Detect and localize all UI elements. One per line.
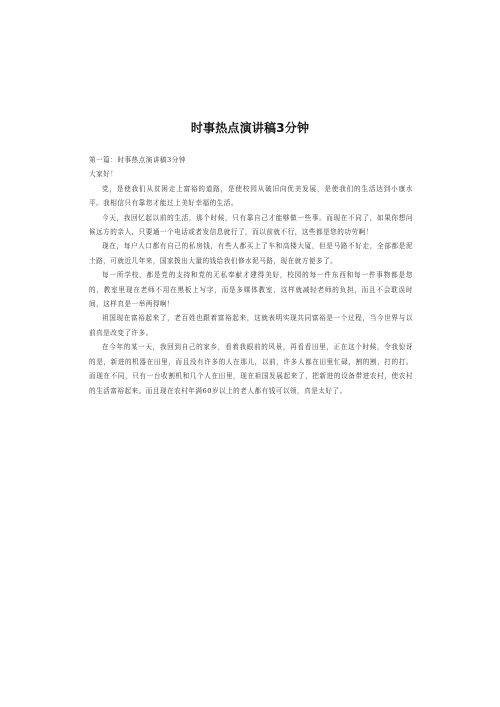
body-paragraph: 在今年的某一天，我回到自己的家乡，看着我眼前的风景，再看看田里，正在这个时候，令我惊讶的是，新进的机器在田里，而且没有许多的人在那儿，以前，许多人都在田里忙碌，割的割，打的打。而现在不同，只有一台收割机和几个人在田里，现在祖国发展起来了，把新进的设备带进农村，使农村的生活富裕起来。而且现在农村年满60岁以上的老人都有钱可以领，真是太好了。	[89, 343, 413, 395]
document-title: 时事热点演讲稿3分钟	[190, 121, 310, 135]
body-paragraph: 祖国现在富裕起来了，老百姓也跟着富裕起来，这就表明实现共同富裕是一个过程，当今世界与以前真是改变了许多。	[89, 314, 413, 337]
body-paragraph: 党，是使我们从贫困走上富裕的道路，是使校园从破旧向优美发展，是使我们的生活达到小康水平。我相信只有靠您才能过上美好幸福的生活。	[89, 184, 413, 208]
greeting-paragraph: 大家好！	[89, 170, 118, 179]
body-paragraph: 今天，我回忆起以前的生活，那个时候，只有靠自己才能够做一些事。而现在不同了，如果你想问候远方的亲人，只要通一个电话或者发信息就行了，而以前就不行，这些都是您的功劳啊！	[89, 213, 413, 237]
body-paragraph: 现在，每户人口都有自己的私房钱，有些人都买上了车和高楼大厦，但是马路不好走，全部都是泥土路，可就近几年来，国家拨出大量的钱给我们修水泥马路，现在就方便多了。	[89, 242, 413, 265]
body-paragraph: 每一所学校，都是党的支持和党的无私奉献才建得美好，校园的每一件东西和每一件事物都是您的，教室里现在老师不用在黑板上写字，而是多媒体教室，这样就减轻老师的负担，而且不会耽误时间，这样真是一举两得啊！	[89, 271, 413, 309]
document-body	[89, 153, 413, 398]
section-heading: 第一篇：时事热点演讲稿3分钟	[89, 156, 186, 164]
